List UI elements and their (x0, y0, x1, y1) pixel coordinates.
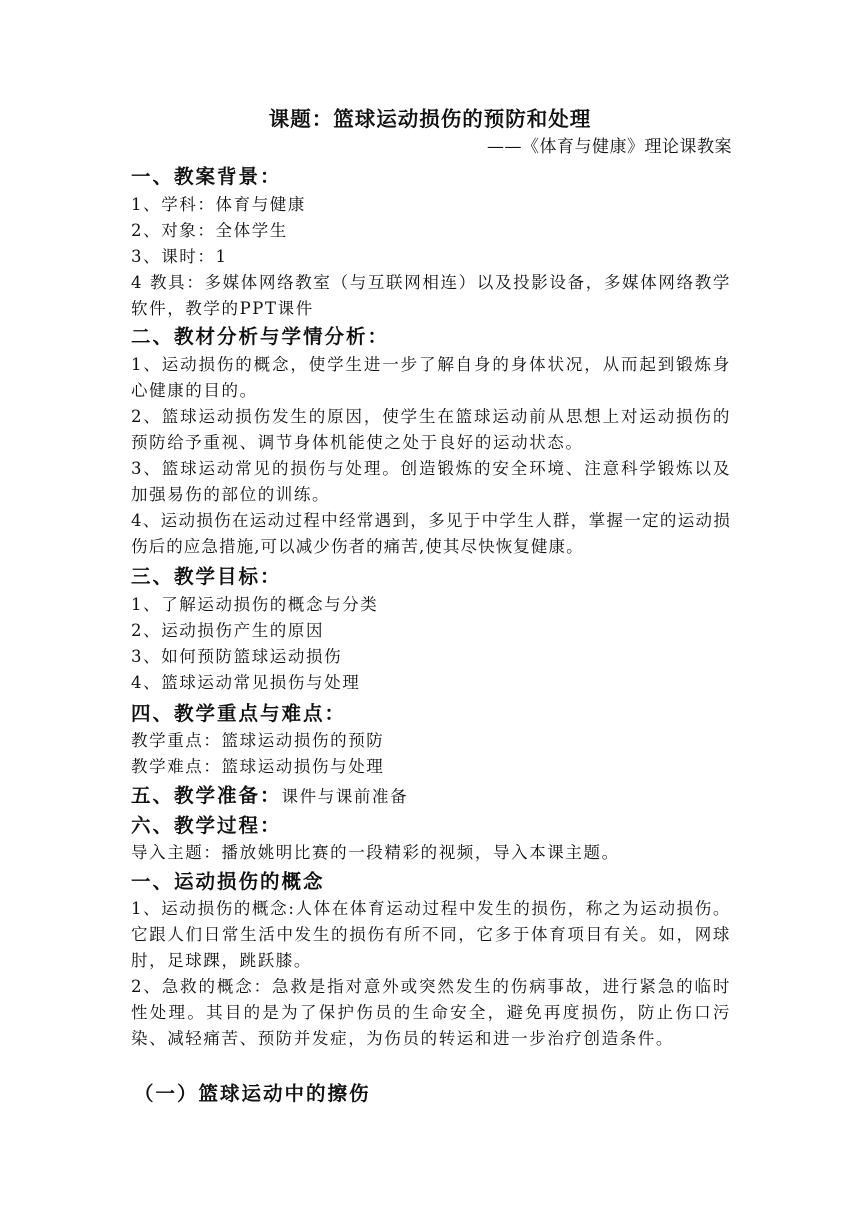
section-heading-goals: 三、教学目标： (131, 565, 282, 588)
part-heading-injury-concept: 一、运动损伤的概念 (131, 870, 325, 893)
analysis-paragraph-4: 4、运动损伤在运动过程中经常遇到，多见于中学生人群，掌握一定的运动损伤后的应急措施,可以减少伤者的痛苦,使其尽快恢复健康。 (131, 511, 731, 556)
analysis-paragraph-3: 3、篮球运动常见的损伤与处理。创造锻炼的安全环境、注意科学锻炼以及加强易伤的部位的训练。 (131, 459, 731, 504)
goal-item-4: 4、篮球运动常见损伤与处理 (131, 673, 361, 692)
section-heading-process: 六、教学过程： (131, 814, 282, 837)
key-point-line: 教学重点：篮球运动损伤的预防 (131, 731, 385, 750)
injury-concept-paragraph: 1、运动损伤的概念:人体在体育运动过程中发生的损伤，称之为运动损伤。它跟人们日常生活中发生的损伤有所不同，它多于体育项目有关。如，网球肘，足球踝，跳跃膝。 (131, 899, 731, 970)
page-subtitle: ——《体育与健康》理论课教案 (487, 137, 732, 157)
tools-paragraph: 4 教具：多媒体网络教室（与互联网相连）以及投影设备，多媒体网络教学软件，教学的PPT课件 (131, 273, 731, 318)
goal-item-2: 2、运动损伤产生的原因 (131, 621, 325, 640)
page-title: 课题：篮球运动损伤的预防和处理 (268, 107, 592, 131)
section-heading-key-points: 四、教学重点与难点： (131, 702, 347, 725)
goal-item-1: 1、了解运动损伤的概念与分类 (131, 595, 379, 614)
first-aid-concept-paragraph: 2、急救的概念：急救是指对意外或突然发生的伤病事故，进行紧急的临时性处理。其目的是为了保护伤员的生命安全，避免再度损伤，防止伤口污染、减轻痛苦、预防并发症，为伤员的转运和进一步治疗创造条件。 (131, 977, 731, 1048)
subheading-abrasion: （一）篮球运动中的擦伤 (134, 1082, 371, 1105)
preparation-line (131, 782, 731, 810)
subject-line: 1、学科：体育与健康 (131, 195, 306, 214)
intro-line: 导入主题：播放姚明比赛的一段精彩的视频，导入本课主题。 (131, 843, 620, 862)
analysis-paragraph-1: 1、运动损伤的概念，使学生进一步了解自身的身体状况，从而起到锻炼身心健康的目的。 (131, 355, 731, 400)
document-body (131, 0, 731, 1216)
analysis-paragraph-2: 2、篮球运动损伤发生的原因，使学生在篮球运动前从思想上对运动损伤的预防给予重视、调节身体机能使之处于良好的运动状态。 (131, 407, 731, 452)
preparation-text: 课件与课前准备 (281, 787, 409, 806)
section-heading-preparation: 五、教学准备： (131, 784, 282, 807)
hours-line: 3、课时：1 (131, 247, 228, 266)
section-heading-background: 一、教案背景： (131, 165, 282, 188)
goal-item-3: 3、如何预防篮球运动损伤 (131, 647, 343, 666)
difficult-point-line: 教学难点：篮球运动损伤与处理 (131, 757, 385, 776)
target-line: 2、对象：全体学生 (131, 221, 288, 240)
section-heading-analysis: 二、教材分析与学情分析： (131, 325, 390, 348)
